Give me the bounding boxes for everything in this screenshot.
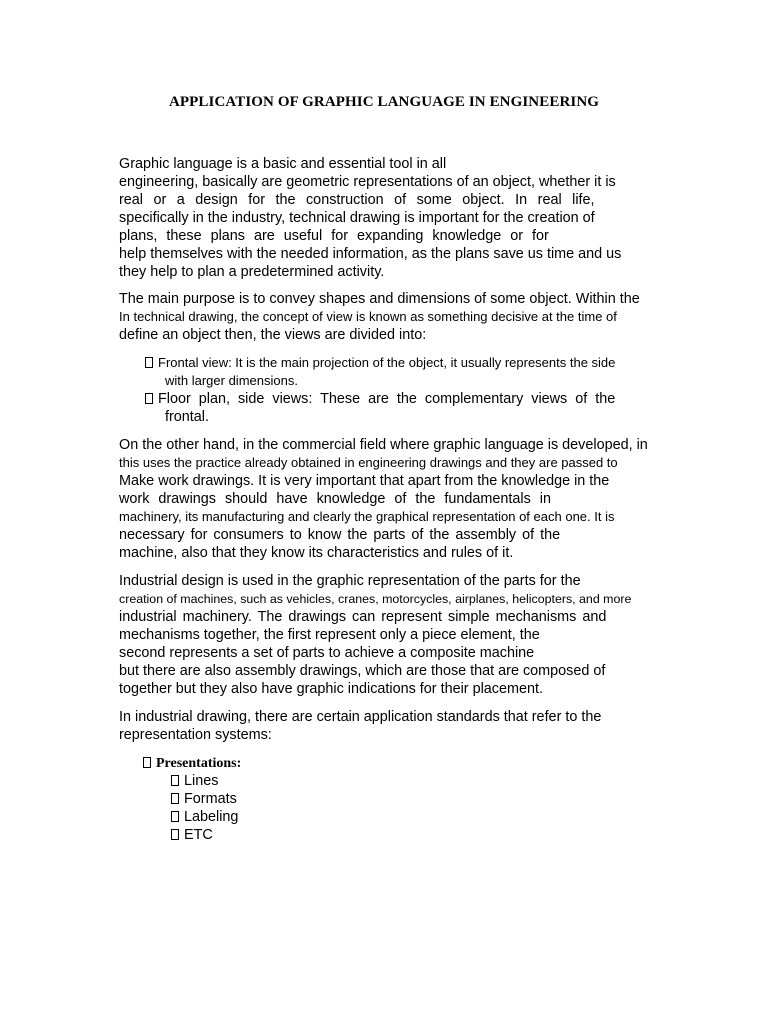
text-line: Industrial design is used in the graphic representation of the parts for the bbox=[119, 573, 581, 589]
text-line: In technical drawing, the concept of view is known as something decisive at the time of bbox=[119, 309, 617, 324]
views-list bbox=[145, 354, 685, 426]
text-line: this uses the practice already obtained in engineering drawings and they are passed to bbox=[119, 455, 618, 470]
text-line: industrial machinery. The drawings can represent simple mechanisms and bbox=[119, 609, 607, 625]
paragraph-commercial bbox=[119, 436, 707, 562]
text-line-content: Graphic language is a basic and essential tool in all bbox=[119, 156, 447, 172]
text-line: creation of machines, such as vehicles, cranes, motorcycles, airplanes, helicopters, and more bbox=[119, 592, 632, 606]
list-item-line bbox=[145, 354, 685, 372]
text-line: Make work drawings. It is very important that apart from the knowledge in the bbox=[119, 473, 610, 489]
list-item bbox=[171, 790, 543, 808]
text-line: plans, these plans are useful for expanding knowledge or for bbox=[119, 228, 549, 244]
list-item-line bbox=[145, 390, 685, 408]
list-item-text: Lines bbox=[184, 773, 219, 789]
list-item bbox=[171, 808, 543, 826]
text-line: work drawings should have knowledge of the fundamentals in bbox=[119, 491, 551, 507]
paragraph-standards bbox=[119, 708, 707, 744]
text-line: second represents a set of parts to achieve a composite machine bbox=[119, 645, 535, 661]
text-line: they help to plan a predetermined activity. bbox=[119, 264, 385, 280]
document-title: APPLICATION OF GRAPHIC LANGUAGE IN ENGINEERING bbox=[168, 94, 600, 110]
bullet-box-icon bbox=[171, 811, 179, 822]
list-heading bbox=[143, 754, 543, 772]
text-line: specifically in the industry, technical drawing is important for the creation of bbox=[119, 210, 595, 226]
text-line: real or a design for the construction of some object. In real life, bbox=[119, 192, 595, 208]
list-heading-text: Presentations: bbox=[156, 756, 242, 771]
list-item bbox=[145, 390, 685, 426]
list-item-text-continued: frontal. bbox=[165, 409, 209, 425]
paragraph-intro bbox=[119, 155, 707, 281]
bullet-box-icon bbox=[171, 775, 179, 786]
list-item bbox=[145, 354, 685, 390]
text-line: but there are also assembly drawings, which are those that are composed of bbox=[119, 663, 606, 679]
list-item bbox=[171, 772, 543, 790]
text-line: machine, also that they know its characteristics and rules of it. bbox=[119, 545, 514, 561]
text-line: representation systems: bbox=[119, 727, 272, 743]
paragraph-industrial-design bbox=[119, 572, 707, 698]
list-item-text: ETC bbox=[184, 827, 213, 843]
text-line: The main purpose is to convey shapes and dimensions of some object. Within the bbox=[119, 291, 640, 307]
list-item-text: Floor plan, side views: These are the complementary views of the bbox=[158, 391, 616, 407]
text-line: On the other hand, in the commercial field where graphic language is developed, in bbox=[119, 437, 648, 453]
bullet-box-icon bbox=[145, 357, 153, 368]
text-line: In industrial drawing, there are certain application standards that refer to the bbox=[119, 709, 602, 725]
text-line: help themselves with the needed information, as the plans save us time and us bbox=[119, 246, 622, 262]
text-line: necessary for consumers to know the parts of the assembly of the bbox=[119, 527, 561, 543]
text-line: mechanisms together, the first represent only a piece element, the bbox=[119, 627, 540, 643]
bullet-box-icon bbox=[145, 393, 153, 404]
bullet-box-icon bbox=[171, 829, 179, 840]
text-line bbox=[119, 155, 514, 173]
sub-list bbox=[143, 772, 543, 844]
list-item-text-continued: with larger dimensions. bbox=[165, 373, 298, 388]
text-line: together but they also have graphic indications for their placement. bbox=[119, 681, 543, 697]
text-line: define an object then, the views are divided into: bbox=[119, 327, 427, 343]
paragraph-purpose bbox=[119, 290, 707, 344]
list-item bbox=[171, 826, 543, 844]
list-item-text: Formats bbox=[184, 791, 237, 807]
bullet-box-icon bbox=[171, 793, 179, 804]
bullet-box-icon bbox=[143, 757, 151, 768]
list-item-text: Frontal view: It is the main projection of the object, it usually represents the side bbox=[158, 355, 616, 370]
presentations-list bbox=[143, 754, 543, 844]
list-item-text: Labeling bbox=[184, 809, 239, 825]
text-line: engineering, basically are geometric representations of an object, whether it is bbox=[119, 174, 616, 190]
text-line: machinery, its manufacturing and clearly the graphical representation of each one. It is bbox=[119, 509, 615, 524]
